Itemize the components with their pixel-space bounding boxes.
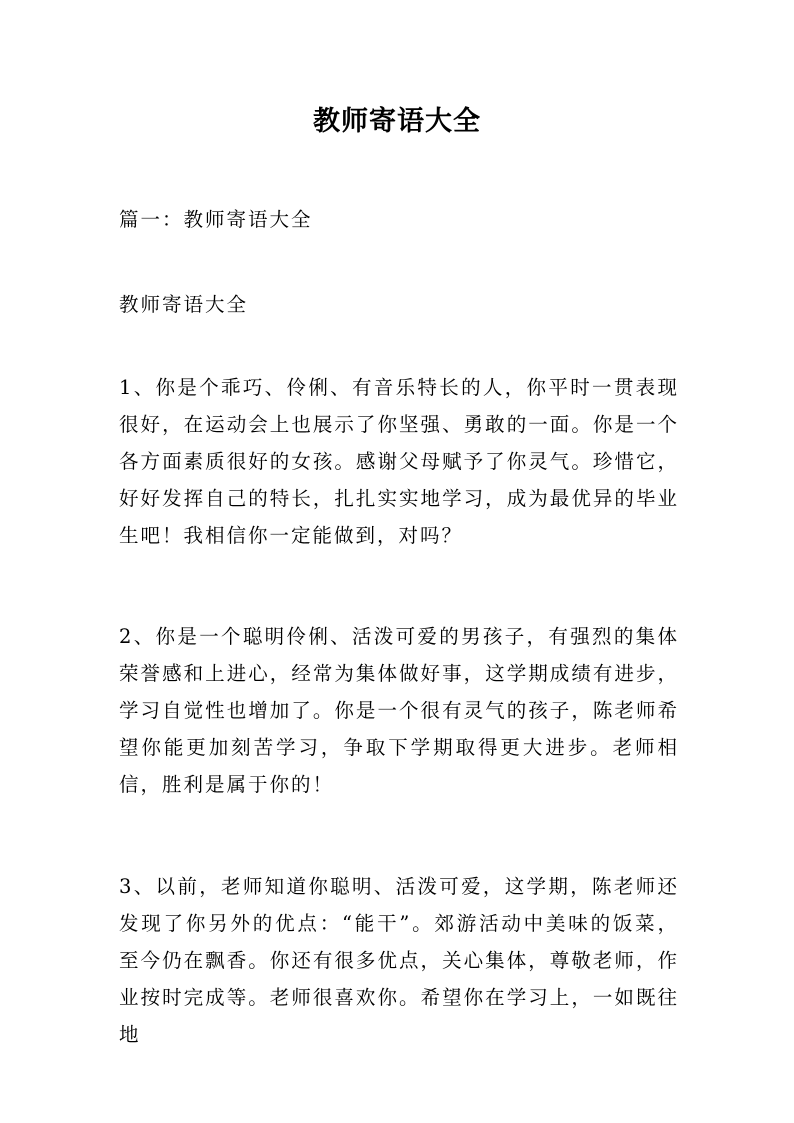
paragraph-text: 2、你是一个聪明伶俐、活泼可爱的男孩子，有强烈的集体荣誉感和上进心，经常为集体做好事，这学期成绩有进步，学习自觉性也增加了。你是一个很有灵气的孩子，陈老师希望你能更加刻苦学习，争取下学期取得更大进步。老师相信，胜利是属于你的！ <box>119 625 679 796</box>
paragraph-1 <box>119 369 679 554</box>
paragraph-text: 3、以前，老师知道你聪明、活泼可爱，这学期，陈老师还发现了你另外的优点：“能干”。郊游活动中美味的饭菜，至今仍在飘香。你还有很多优点，关心集体，尊敬老师，作业按时完成等。老师很喜欢你。希望你在学习上，一如既往地 <box>119 875 679 1046</box>
paragraph-3 <box>119 868 679 1053</box>
subheading: 教师寄语大全 <box>119 293 249 316</box>
section-heading: 篇一：教师寄语大全 <box>119 208 313 231</box>
paragraph-text: 1、你是个乖巧、伶俐、有音乐特长的人，你平时一贯表现很好，在运动会上也展示了你坚强、勇敢的一面。你是一个各方面素质很好的女孩。感谢父母赋予了你灵气。珍惜它，好好发挥自己的特长，扎扎实实地学习，成为最优异的毕业生吧！我相信你一定能做到，对吗？ <box>119 376 679 547</box>
document-title: 教师寄语大全 <box>313 106 481 137</box>
paragraph-2 <box>119 618 679 803</box>
